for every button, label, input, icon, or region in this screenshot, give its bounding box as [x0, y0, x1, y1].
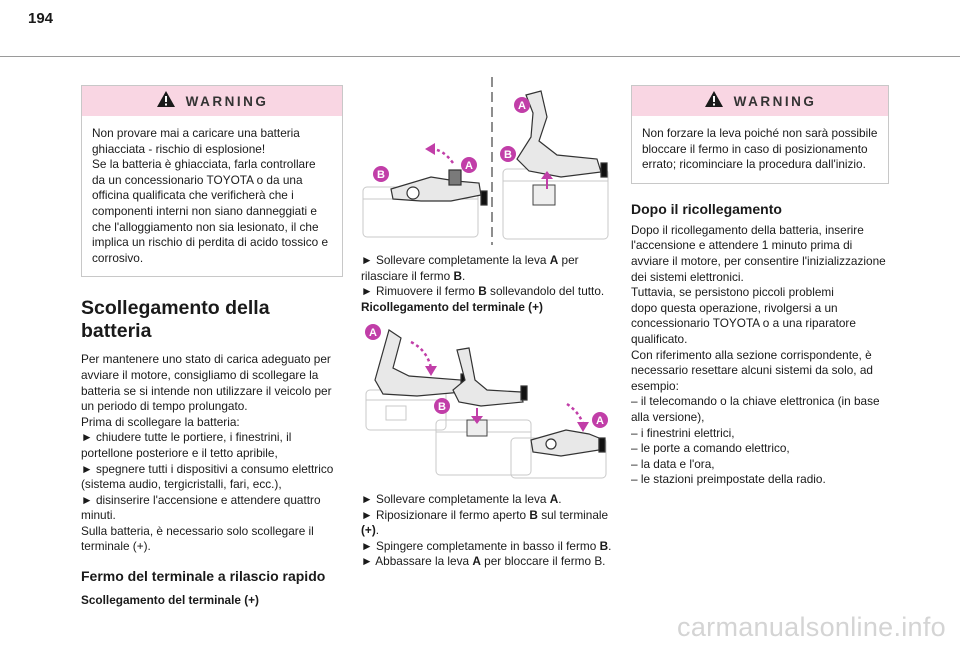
label-b-left [373, 166, 389, 182]
body-text-line: dei sistemi elettronici. [631, 269, 744, 284]
svg-text:A: A [518, 100, 526, 112]
step-text: ► Rimuovere il fermo [361, 284, 479, 299]
section-heading: Scollegamento della batteria [81, 297, 270, 343]
step-line [361, 284, 613, 300]
svg-text:B: B [377, 169, 385, 181]
warning-text-line: corrosivo. [92, 250, 144, 265]
arrowhead-a2 [577, 422, 589, 432]
body-text-line: portellone posteriore e il tetto apribile, [81, 445, 278, 460]
step-text-end: sollevandolo del tutto. [486, 284, 605, 299]
warning-text-line: implica un rischio di perdita di acido tossico e [92, 235, 329, 250]
body-text-line: minuti. [81, 508, 116, 523]
clamp-right [517, 91, 607, 177]
step-line [361, 253, 613, 269]
step-bold: A [549, 492, 559, 506]
after-reconnect-body [631, 223, 889, 488]
terminal-post [533, 185, 555, 205]
warning-text-line: da un concessionario TOYOTA o da una [92, 172, 303, 187]
column-left [81, 85, 343, 607]
warning-text-line: Non provare mai a caricare una batteria [92, 126, 300, 140]
arrowhead-left [425, 143, 435, 155]
step-bold: B [453, 268, 462, 283]
body-text-line: – la data e l'ora, [631, 456, 715, 471]
warning-text-line: ghiacciata - rischio di esplosione! [92, 141, 266, 156]
step-line [361, 508, 619, 524]
step-text: ► Riposizionare il fermo aperto [361, 507, 530, 522]
body-text-line: – le porte a comando elettrico, [631, 441, 790, 456]
warning-box-left [81, 85, 343, 277]
after-reconnect-heading: Dopo il ricollegamento [631, 200, 782, 217]
step-text: ► Sollevare completamente la leva [361, 253, 550, 267]
step-text: ► Sollevare completamente la leva [361, 492, 550, 506]
warning-text-line: Non forzare la leva poiché non sarà possibile [642, 126, 878, 140]
body-text-line: l'accensione e attendere 1 minuto prima di [631, 238, 853, 253]
body-text-line: avviare il motore, per consentire l'inizializzazione [631, 253, 886, 268]
body-text-line: alla versione), [631, 409, 705, 424]
warning-header-right [632, 86, 888, 116]
label-b-1 [434, 398, 450, 414]
step-text: ► Spingere completamente in basso il fermo [361, 538, 600, 553]
body-text-line: – i finestrini elettrici, [631, 425, 735, 440]
svg-text:A: A [596, 415, 604, 427]
steps-reconnect [361, 492, 619, 570]
page-number: 194 [28, 10, 54, 27]
warning-triangle-icon [156, 90, 176, 113]
clamp-left [391, 170, 487, 205]
arrowhead-a [425, 366, 437, 376]
step-text-end: . [375, 523, 380, 538]
body-text-line: Tuttavia, se persistono piccoli problemi [631, 285, 834, 300]
body-text-line: Con riferimento alla sezione corrispondente, è [631, 347, 872, 362]
label-a-1 [365, 324, 381, 340]
body-text-line: Sulla batteria, è necessario solo scollegare il [81, 523, 314, 538]
warning-text-line: componenti interni non siano danneggiati e [92, 203, 317, 218]
subsubsection-heading: Scollegamento del terminale (+) [81, 593, 259, 608]
body-text-line: – il telecomando o la chiave elettronica (in base [631, 394, 880, 409]
arrow-down-a2 [567, 404, 583, 424]
label-a-top [514, 97, 530, 113]
body-text-line: – le stazioni preimpostate della radio. [631, 472, 826, 487]
body-text-line: ► disinserire l'accensione e attendere quattro [81, 492, 321, 507]
body-text-line: un periodo di tempo prolungato. [81, 399, 248, 414]
body-text-line: (sistema audio, tergicristalli, fari, ecc.), [81, 477, 282, 492]
step-text-end: sul terminale [537, 507, 609, 522]
watermark: carmanualsonline.info [677, 612, 946, 642]
body-text-line: esempio: [631, 378, 679, 393]
body-text-line: terminale (+). [81, 539, 151, 554]
clamp-closed [531, 430, 605, 456]
figure-disconnect-illustration [361, 77, 613, 245]
figure-reconnect-illustration [361, 320, 613, 480]
body-text-line: Dopo il ricollegamento della batteria, inserire [631, 222, 864, 237]
label-b-right [500, 146, 516, 162]
step-line [361, 492, 619, 508]
step-text-end: . [461, 268, 466, 283]
step-text: ► Abbassare la leva [361, 554, 473, 569]
step-bold: (+) [361, 523, 376, 538]
step-text: rilasciare il fermo [361, 268, 454, 283]
clamp-middle [453, 348, 527, 406]
body-text-line: ► spegnere tutti i dispositivi a consumo elettrico [81, 461, 334, 476]
warning-text-line: che l'alloggiamento non sia lesionato, il che [92, 219, 319, 234]
warning-text-line: errato; ricominciare la procedura dall'inizio. [642, 157, 866, 172]
subsection-heading: Fermo del terminale a rilascio rapido [81, 568, 326, 585]
body-text-line: Prima di scollegare la batteria: [81, 414, 240, 429]
top-rule [0, 56, 960, 57]
warning-header [82, 86, 342, 116]
step-text-end: per bloccare il fermo B. [480, 554, 606, 569]
steps-disconnect [361, 253, 613, 300]
warning-text-line: officina qualificata che verificherà che i [92, 188, 294, 203]
step-text-end: . [558, 492, 562, 506]
step-line [361, 523, 619, 539]
reconnect-heading: Ricollegamento del terminale (+) [361, 300, 543, 314]
section-body [81, 352, 343, 555]
warning-text-line: bloccare il fermo in caso di posizionamento [642, 141, 868, 156]
svg-text:B: B [504, 149, 512, 161]
step-bold: B [599, 538, 609, 553]
body-text-line: batteria se si intende non utilizzare il veicolo per [81, 383, 332, 398]
warning-body-right [632, 116, 888, 183]
warning-title-right: WARNING [733, 93, 817, 109]
step-bold: A [549, 253, 559, 267]
warning-title: WARNING [185, 93, 269, 109]
label-a-mid [461, 157, 477, 173]
body-text-line: ► chiudere tutte le portiere, i finestrini, il [81, 430, 292, 445]
step-text-end: . [608, 538, 612, 553]
step-text-end: per [558, 253, 579, 267]
body-text-line: Per mantenere uno stato di carica adeguato per [81, 352, 331, 367]
step-bold: A [472, 554, 481, 569]
step-line [361, 269, 613, 285]
svg-text:A: A [369, 327, 377, 339]
body-text-line: necessario resettare alcuni sistemi da solo, ad [631, 363, 873, 378]
label-a-2 [592, 412, 608, 428]
clamp-open [375, 330, 467, 396]
body-text-line: avviare il motore, consigliamo di scollegare la [81, 367, 319, 382]
step-line [361, 539, 619, 555]
warning-box-right [631, 85, 889, 184]
figure-disconnect [361, 77, 613, 245]
warning-text-line: Se la batteria è ghiacciata, farla controllare [92, 157, 316, 172]
body-text-line: qualificato. [631, 331, 688, 346]
body-text-line: concessionario TOYOTA o a una riparatore [631, 316, 856, 331]
svg-text:A: A [465, 160, 473, 172]
step-line [361, 554, 619, 570]
step-bold: B [529, 507, 538, 522]
warning-body [82, 116, 342, 276]
arrow-down-a [411, 342, 431, 368]
body-text-line: dopo questa operazione, rivolgersi a un [631, 300, 838, 315]
warning-triangle-icon [704, 90, 724, 113]
step-bold: B [478, 284, 487, 299]
column-right [631, 85, 889, 488]
svg-text:B: B [438, 401, 446, 413]
figure-reconnect [361, 320, 613, 480]
